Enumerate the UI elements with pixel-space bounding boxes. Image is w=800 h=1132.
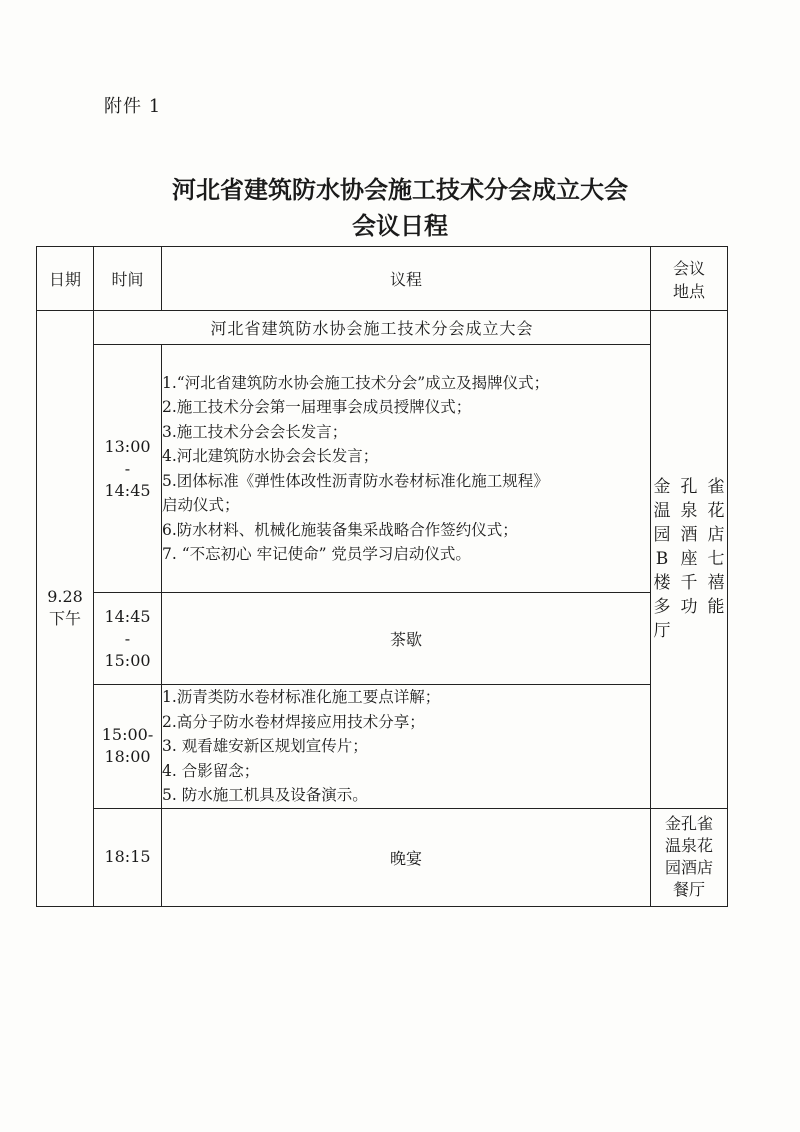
session-1-agenda	[162, 345, 651, 593]
time-end: 15:00	[104, 650, 151, 670]
table-row	[37, 685, 728, 809]
session-1-time	[94, 345, 162, 593]
venue-1-char: 厅	[653, 621, 671, 642]
table-row	[37, 808, 728, 906]
venue-1-text	[654, 475, 725, 643]
venue-1-char: 七	[707, 549, 725, 570]
list-item: 5. 防水施工机具及设备演示。	[162, 786, 368, 804]
list-item: 1.沥青类防水卷材标准化施工要点详解；	[162, 688, 441, 706]
session-3-time	[94, 685, 162, 809]
table-row	[37, 311, 728, 345]
meeting-title-cell: 河北省建筑防水协会施工技术分会成立大会	[94, 311, 651, 345]
attachment-label: 附件 1	[104, 96, 162, 117]
venue-1-column	[654, 475, 671, 643]
date-cell	[37, 311, 94, 907]
venue-2-line: 餐厅	[672, 880, 705, 899]
session-4-time: 18:15	[94, 808, 162, 906]
time-start: 14:45	[104, 606, 151, 626]
list-item: 7. “不忘初心 牢记使命” 党员学习启动仪式。	[162, 545, 471, 563]
table-row	[37, 345, 728, 593]
session-2-time	[94, 593, 162, 685]
venue-1-char: 孔	[680, 477, 698, 498]
header-agenda: 议程	[162, 247, 651, 311]
session-4-label: 晚宴	[162, 808, 651, 906]
title-line-2: 会议日程	[352, 211, 448, 240]
venue-1-char: 酒	[680, 525, 698, 546]
table-header-row	[37, 247, 728, 311]
header-venue-line-2: 地点	[672, 281, 705, 301]
venue-1-char: 金	[653, 477, 671, 498]
date-line-2: 下午	[48, 609, 81, 629]
list-item: 3. 观看雄安新区规划宣传片；	[162, 737, 368, 755]
venue-1-char: 楼	[653, 573, 671, 594]
venue-1-char: 雀	[707, 477, 725, 498]
list-item: 4.河北建筑防水协会会长发言；	[162, 447, 379, 465]
list-item: 6.防水材料、机械化施装备集采战略合作签约仪式；	[162, 520, 518, 539]
venue-2-line: 金孔雀	[664, 814, 713, 833]
venue-1-char: 千	[680, 573, 698, 594]
time-start: 15:00-	[101, 725, 154, 745]
session-2-label: 茶歇	[162, 593, 651, 685]
list-item: 2.施工技术分会第一届理事会成员授牌仪式；	[162, 398, 472, 416]
venue-1-char: 功	[680, 597, 698, 618]
venue-1-char: 泉	[680, 501, 698, 522]
venue-1-char: 座	[680, 549, 698, 570]
venue-1-char: B	[655, 549, 669, 570]
session-3-agenda	[162, 685, 651, 809]
header-venue	[651, 247, 728, 311]
list-item: 启动仪式；	[162, 496, 240, 514]
date-line-1: 9.28	[47, 587, 83, 607]
header-time: 时间	[94, 247, 162, 311]
list-item: 5.团体标准《弹性体改性沥青防水卷材标准化施工规程》	[162, 471, 549, 490]
venue-1-char: 园	[653, 525, 671, 546]
time-end: 14:45	[104, 480, 151, 500]
time-start: 13:00	[104, 436, 151, 456]
venue-1-column	[681, 475, 698, 643]
venue-1-char: 能	[707, 597, 725, 618]
venue-1-char: 温	[653, 501, 671, 522]
title-line-1: 河北省建筑防水协会施工技术分会成立大会	[172, 175, 628, 204]
venue-2-text	[651, 813, 727, 901]
venue-1-char: 店	[707, 525, 725, 546]
venue-1-char: 花	[707, 501, 725, 522]
list-item: 3.施工技术分会会长发言；	[162, 422, 348, 441]
time-end: 18:00	[104, 747, 151, 767]
time-dash: -	[124, 628, 131, 648]
table-row	[37, 593, 728, 685]
venue-cell-1	[651, 311, 728, 809]
list-item: 1.“河北省建筑防水协会施工技术分会”成立及揭牌仪式；	[162, 373, 550, 392]
venue-2-line: 园酒店	[664, 858, 713, 877]
venue-cell-2	[651, 808, 728, 906]
header-venue-line-1: 会议	[672, 258, 705, 278]
venue-2-line: 温泉花	[664, 836, 713, 855]
list-item: 4. 合影留念；	[162, 761, 260, 780]
venue-1-char: 禧	[707, 573, 725, 594]
time-dash: -	[124, 458, 131, 478]
venue-1-char: 多	[653, 597, 671, 618]
venue-1-column	[708, 475, 725, 643]
header-date: 日期	[37, 247, 94, 311]
schedule-table	[36, 246, 728, 907]
document-title	[0, 172, 800, 244]
list-item: 2.高分子防水卷材焊接应用技术分享；	[162, 712, 425, 731]
